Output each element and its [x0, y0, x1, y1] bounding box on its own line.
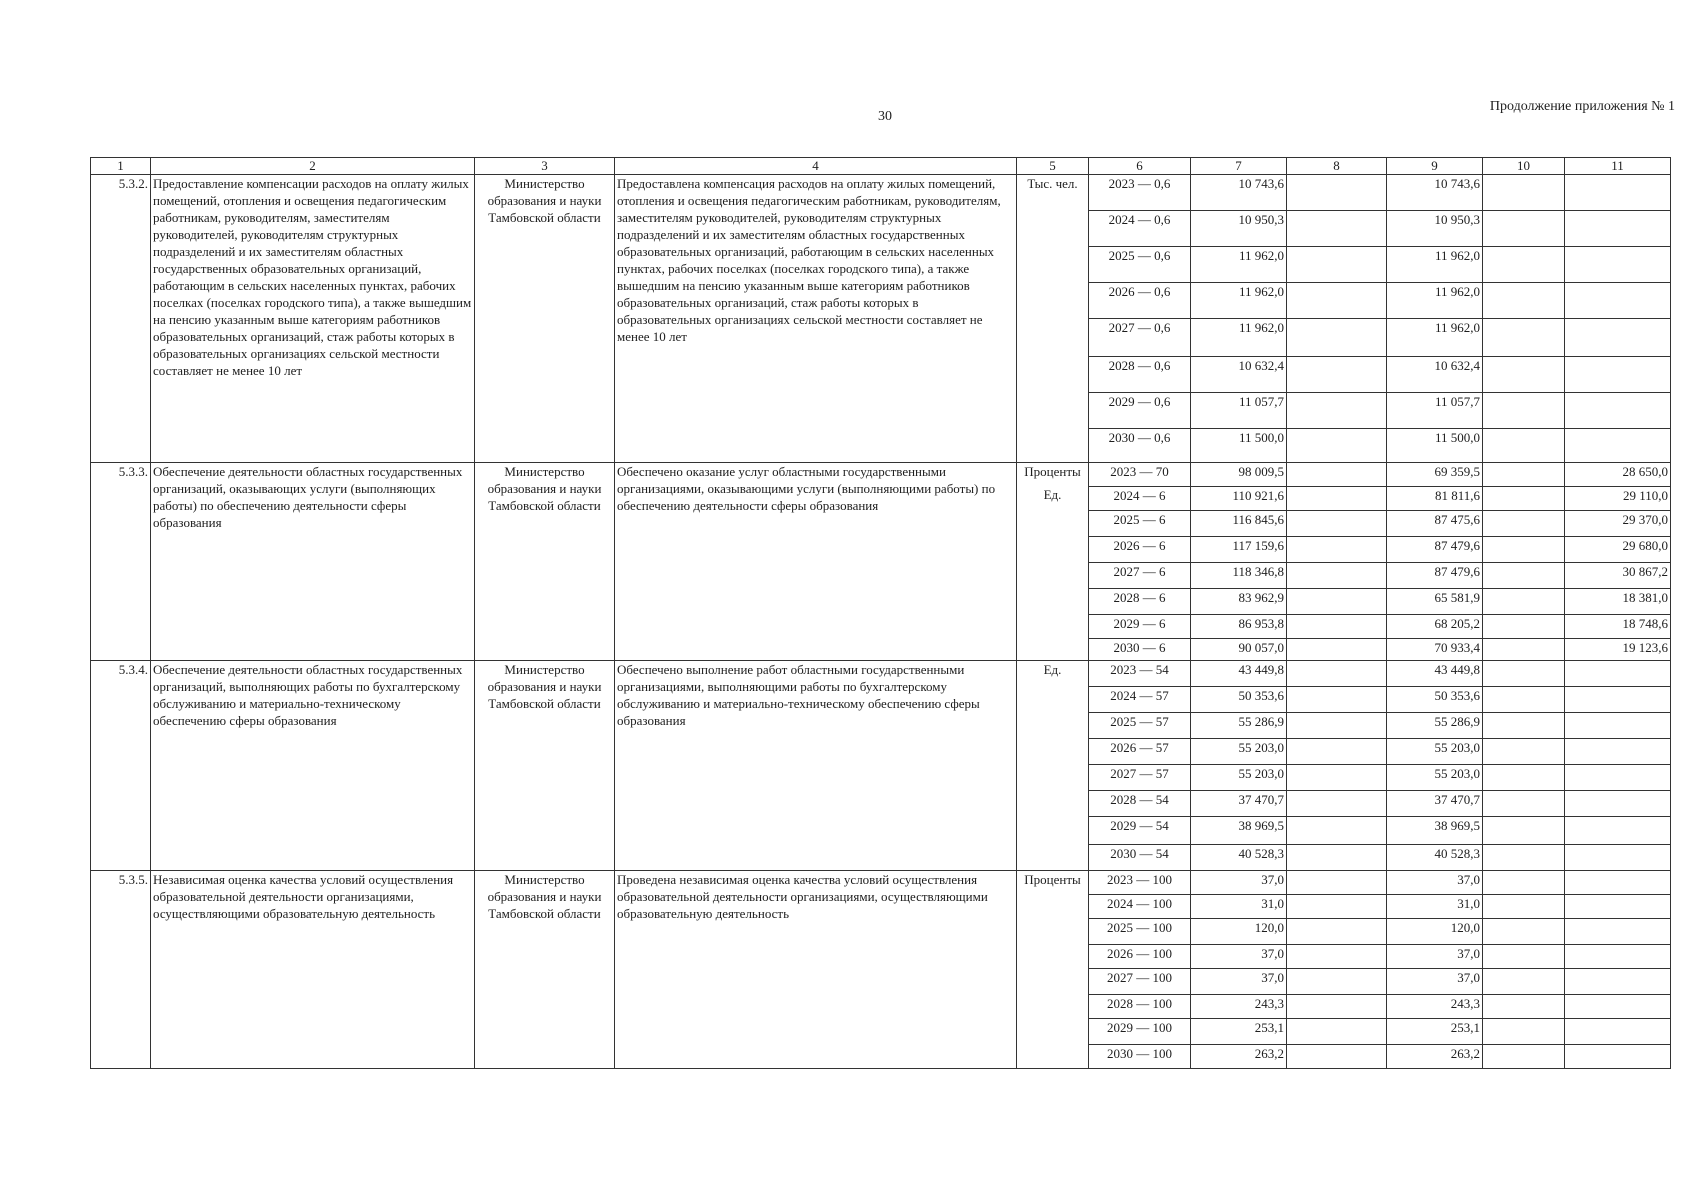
- event-code-cell: [91, 175, 151, 463]
- extrabudget-funding-cell: 30 867,2: [1565, 563, 1671, 589]
- regional-funding-cell: 87 479,6: [1387, 563, 1483, 589]
- event-code-cell: [91, 871, 151, 1069]
- event-code-text: 5.3.5.: [118, 872, 148, 887]
- regional-funding-cell: 87 475,6: [1387, 511, 1483, 537]
- total-funding-cell: 11 057,7: [1191, 393, 1287, 429]
- event-name-text: Предоставление компенсации расходов на оплату жилых помещений, отопления и освещения педагогическим работникам, руководителям, заместителям руководителей, руководителям структурных подразделений и их заместителям областных государственных образовательных организаций, работающим в сельских населенных пунктах, рабочих поселках (поселках городского типа), а также вышедшим на пенсию указанным выше категориям работников образовательных организаций, стаж работы которых в образовательных организациях сельской местности составляет не менее 10 лет: [153, 176, 472, 378]
- event-code-cell: [91, 661, 151, 871]
- result-text: Обеспечено оказание услуг областными государственными организациями, оказывающими услуги (выполняющими работы) по обеспечению деятельности сферы образования: [617, 464, 996, 513]
- total-funding-cell: 118 346,8: [1191, 563, 1287, 589]
- year-target-cell: 2027 — 6: [1089, 563, 1191, 589]
- executor-text: Министерство образования и науки Тамбовской области: [487, 464, 602, 513]
- extrabudget-funding-cell: [1565, 945, 1671, 969]
- regional-funding-cell: 37,0: [1387, 871, 1483, 895]
- table-row: [91, 463, 1671, 487]
- extrabudget-funding-cell: [1565, 283, 1671, 319]
- extrabudget-funding-cell: [1565, 393, 1671, 429]
- column-header: 3: [475, 158, 615, 175]
- year-target-cell: 2030 — 0,6: [1089, 429, 1191, 463]
- column-header: 1: [91, 158, 151, 175]
- year-target-cell: 2026 — 100: [1089, 945, 1191, 969]
- year-target-cell: 2023 — 0,6: [1089, 175, 1191, 211]
- executor-cell: [475, 175, 615, 463]
- executor-text: Министерство образования и науки Тамбовской области: [487, 176, 602, 225]
- column-header: 9: [1387, 158, 1483, 175]
- extrabudget-funding-cell: [1565, 713, 1671, 739]
- result-cell: [615, 175, 1017, 463]
- extrabudget-funding-cell: 29 680,0: [1565, 537, 1671, 563]
- extrabudget-funding-cell: [1565, 175, 1671, 211]
- extrabudget-funding-cell: 29 110,0: [1565, 487, 1671, 511]
- total-funding-cell: 37,0: [1191, 969, 1287, 995]
- local-funding-cell: [1483, 871, 1565, 895]
- year-target-cell: 2023 — 54: [1089, 661, 1191, 687]
- year-target-cell: 2030 — 54: [1089, 845, 1191, 871]
- extrabudget-funding-cell: [1565, 357, 1671, 393]
- event-code-text: 5.3.4.: [118, 662, 148, 677]
- result-cell: [615, 661, 1017, 871]
- extrabudget-funding-cell: [1565, 429, 1671, 463]
- federal-funding-cell: [1287, 817, 1387, 845]
- executor-cell: [475, 871, 615, 1069]
- extrabudget-funding-cell: [1565, 871, 1671, 895]
- year-target-cell: 2029 — 100: [1089, 1019, 1191, 1045]
- unit-text: Ед.: [1043, 662, 1062, 677]
- total-funding-cell: 86 953,8: [1191, 615, 1287, 639]
- year-target-cell: 2029 — 6: [1089, 615, 1191, 639]
- local-funding-cell: [1483, 687, 1565, 713]
- federal-funding-cell: [1287, 661, 1387, 687]
- regional-funding-cell: 70 933,4: [1387, 639, 1483, 661]
- year-target-cell: 2028 — 6: [1089, 589, 1191, 615]
- year-target-cell: 2028 — 0,6: [1089, 357, 1191, 393]
- year-target-cell: 2030 — 100: [1089, 1045, 1191, 1069]
- year-target-cell: 2027 — 57: [1089, 765, 1191, 791]
- total-funding-cell: 243,3: [1191, 995, 1287, 1019]
- regional-funding-cell: 11 500,0: [1387, 429, 1483, 463]
- federal-funding-cell: [1287, 1045, 1387, 1069]
- total-funding-cell: 55 203,0: [1191, 765, 1287, 791]
- result-cell: [615, 871, 1017, 1069]
- total-funding-cell: 10 950,3: [1191, 211, 1287, 247]
- regional-funding-cell: 10 632,4: [1387, 357, 1483, 393]
- local-funding-cell: [1483, 995, 1565, 1019]
- extrabudget-funding-cell: [1565, 791, 1671, 817]
- year-target-cell: 2023 — 100: [1089, 871, 1191, 895]
- year-target-cell: 2026 — 0,6: [1089, 283, 1191, 319]
- regional-funding-cell: 40 528,3: [1387, 845, 1483, 871]
- year-target-cell: 2024 — 100: [1089, 895, 1191, 919]
- year-target-cell: 2027 — 100: [1089, 969, 1191, 995]
- table-row: [91, 661, 1671, 687]
- extrabudget-funding-cell: [1565, 919, 1671, 945]
- extrabudget-funding-cell: [1565, 661, 1671, 687]
- event-code-cell: [91, 463, 151, 661]
- regional-funding-cell: 263,2: [1387, 1045, 1483, 1069]
- local-funding-cell: [1483, 247, 1565, 283]
- total-funding-cell: 40 528,3: [1191, 845, 1287, 871]
- extrabudget-funding-cell: [1565, 739, 1671, 765]
- regional-funding-cell: 68 205,2: [1387, 615, 1483, 639]
- executor-text: Министерство образования и науки Тамбовской области: [487, 662, 602, 711]
- unit-cell: [1017, 871, 1089, 1069]
- result-cell: [615, 463, 1017, 661]
- local-funding-cell: [1483, 615, 1565, 639]
- regional-funding-cell: 37,0: [1387, 945, 1483, 969]
- total-funding-cell: 50 353,6: [1191, 687, 1287, 713]
- federal-funding-cell: [1287, 687, 1387, 713]
- total-funding-cell: 11 962,0: [1191, 319, 1287, 357]
- local-funding-cell: [1483, 969, 1565, 995]
- federal-funding-cell: [1287, 871, 1387, 895]
- total-funding-cell: 31,0: [1191, 895, 1287, 919]
- year-target-cell: 2027 — 0,6: [1089, 319, 1191, 357]
- year-target-cell: 2024 — 57: [1089, 687, 1191, 713]
- local-funding-cell: [1483, 845, 1565, 871]
- local-funding-cell: [1483, 765, 1565, 791]
- column-header: 6: [1089, 158, 1191, 175]
- total-funding-cell: 110 921,6: [1191, 487, 1287, 511]
- local-funding-cell: [1483, 393, 1565, 429]
- local-funding-cell: [1483, 589, 1565, 615]
- local-funding-cell: [1483, 319, 1565, 357]
- extrabudget-funding-cell: 28 650,0: [1565, 463, 1671, 487]
- federal-funding-cell: [1287, 739, 1387, 765]
- federal-funding-cell: [1287, 1019, 1387, 1045]
- regional-funding-cell: 87 479,6: [1387, 537, 1483, 563]
- regional-funding-cell: 65 581,9: [1387, 589, 1483, 615]
- extrabudget-funding-cell: [1565, 319, 1671, 357]
- local-funding-cell: [1483, 563, 1565, 589]
- federal-funding-cell: [1287, 429, 1387, 463]
- program-events-table: [90, 157, 1671, 1069]
- year-target-cell: 2024 — 0,6: [1089, 211, 1191, 247]
- event-name-text: Независимая оценка качества условий осуществления образовательной деятельности организациями, осуществляющими образовательную деятельность: [153, 872, 454, 921]
- federal-funding-cell: [1287, 945, 1387, 969]
- year-target-cell: 2028 — 100: [1089, 995, 1191, 1019]
- extrabudget-funding-cell: [1565, 895, 1671, 919]
- regional-funding-cell: 43 449,8: [1387, 661, 1483, 687]
- regional-funding-cell: 243,3: [1387, 995, 1483, 1019]
- regional-funding-cell: 253,1: [1387, 1019, 1483, 1045]
- extrabudget-funding-cell: 18 748,6: [1565, 615, 1671, 639]
- event-name-text: Обеспечение деятельности областных государственных организаций, выполняющих работы по бухгалтерскому обслуживанию и материально-техническому обеспечению сферы образования: [153, 662, 463, 728]
- total-funding-cell: 37,0: [1191, 871, 1287, 895]
- federal-funding-cell: [1287, 713, 1387, 739]
- year-target-cell: 2025 — 100: [1089, 919, 1191, 945]
- regional-funding-cell: 11 962,0: [1387, 283, 1483, 319]
- appendix-continuation-label: Продолжение приложения № 1: [1489, 99, 1675, 114]
- local-funding-cell: [1483, 817, 1565, 845]
- extrabudget-funding-cell: [1565, 211, 1671, 247]
- federal-funding-cell: [1287, 511, 1387, 537]
- extrabudget-funding-cell: [1565, 247, 1671, 283]
- federal-funding-cell: [1287, 175, 1387, 211]
- total-funding-cell: 117 159,6: [1191, 537, 1287, 563]
- unit-cell: [1017, 463, 1089, 661]
- year-target-cell: 2029 — 54: [1089, 817, 1191, 845]
- regional-funding-cell: 31,0: [1387, 895, 1483, 919]
- column-header: 5: [1017, 158, 1089, 175]
- local-funding-cell: [1483, 919, 1565, 945]
- year-target-cell: 2026 — 57: [1089, 739, 1191, 765]
- extrabudget-funding-cell: [1565, 1045, 1671, 1069]
- total-funding-cell: 10 632,4: [1191, 357, 1287, 393]
- column-header: 10: [1483, 158, 1565, 175]
- local-funding-cell: [1483, 739, 1565, 765]
- unit-cell: [1017, 661, 1089, 871]
- extrabudget-funding-cell: [1565, 995, 1671, 1019]
- year-target-cell: 2030 — 6: [1089, 639, 1191, 661]
- column-header: 2: [151, 158, 475, 175]
- local-funding-cell: [1483, 713, 1565, 739]
- federal-funding-cell: [1287, 895, 1387, 919]
- federal-funding-cell: [1287, 969, 1387, 995]
- event-code-text: 5.3.3.: [118, 464, 148, 479]
- event-name-cell: [151, 661, 475, 871]
- total-funding-cell: 116 845,6: [1191, 511, 1287, 537]
- federal-funding-cell: [1287, 357, 1387, 393]
- executor-text: Министерство образования и науки Тамбовской области: [487, 872, 602, 921]
- regional-funding-cell: 37 470,7: [1387, 791, 1483, 817]
- header-row: [91, 158, 1671, 175]
- event-name-cell: [151, 175, 475, 463]
- regional-funding-cell: 10 743,6: [1387, 175, 1483, 211]
- total-funding-cell: 90 057,0: [1191, 639, 1287, 661]
- federal-funding-cell: [1287, 845, 1387, 871]
- local-funding-cell: [1483, 463, 1565, 487]
- regional-funding-cell: 120,0: [1387, 919, 1483, 945]
- federal-funding-cell: [1287, 791, 1387, 817]
- event-name-cell: [151, 871, 475, 1069]
- federal-funding-cell: [1287, 995, 1387, 1019]
- year-target-cell: 2025 — 57: [1089, 713, 1191, 739]
- total-funding-cell: 83 962,9: [1191, 589, 1287, 615]
- total-funding-cell: 38 969,5: [1191, 817, 1287, 845]
- unit-text: Тыс. чел.: [1027, 176, 1078, 191]
- event-code-text: 5.3.2.: [118, 176, 148, 191]
- regional-funding-cell: 11 962,0: [1387, 247, 1483, 283]
- result-text: Проведена независимая оценка качества условий осуществления образовательной деятельности организациями, осуществляющими образовательную деятельность: [617, 872, 988, 921]
- table-row: [91, 175, 1671, 211]
- local-funding-cell: [1483, 791, 1565, 817]
- federal-funding-cell: [1287, 393, 1387, 429]
- total-funding-cell: 120,0: [1191, 919, 1287, 945]
- local-funding-cell: [1483, 945, 1565, 969]
- column-header: 8: [1287, 158, 1387, 175]
- year-target-cell: 2029 — 0,6: [1089, 393, 1191, 429]
- regional-funding-cell: 69 359,5: [1387, 463, 1483, 487]
- unit-secondary-text: Ед.: [1043, 487, 1062, 502]
- federal-funding-cell: [1287, 319, 1387, 357]
- regional-funding-cell: 55 286,9: [1387, 713, 1483, 739]
- event-name-text: Обеспечение деятельности областных государственных организаций, оказывающих услуги (выполняющих работы) по обеспечению деятельности сферы образования: [153, 464, 463, 530]
- local-funding-cell: [1483, 429, 1565, 463]
- column-header: 7: [1191, 158, 1287, 175]
- federal-funding-cell: [1287, 211, 1387, 247]
- result-text: Предоставлена компенсация расходов на оплату жилых помещений, отопления и освещения педагогическим работникам, руководителям, заместителям руководителей, руководителям структурных подразделений и их заместителям областных государственных образовательных организаций, работающим в сельских населенных пунктах, рабочих поселках (поселках городского типа), а также вышедшим на пенсию указанным выше категориям работников образовательных организаций, стаж работы которых в образовательных организациях сельской местности составляет не менее 10 лет: [617, 176, 1001, 344]
- total-funding-cell: 98 009,5: [1191, 463, 1287, 487]
- column-header: 11: [1565, 158, 1671, 175]
- extrabudget-funding-cell: [1565, 1019, 1671, 1045]
- column-header: 4: [615, 158, 1017, 175]
- year-target-cell: 2024 — 6: [1089, 487, 1191, 511]
- total-funding-cell: 11 962,0: [1191, 283, 1287, 319]
- federal-funding-cell: [1287, 487, 1387, 511]
- total-funding-cell: 263,2: [1191, 1045, 1287, 1069]
- local-funding-cell: [1483, 283, 1565, 319]
- federal-funding-cell: [1287, 283, 1387, 319]
- year-target-cell: 2028 — 54: [1089, 791, 1191, 817]
- extrabudget-funding-cell: 29 370,0: [1565, 511, 1671, 537]
- federal-funding-cell: [1287, 919, 1387, 945]
- regional-funding-cell: 55 203,0: [1387, 765, 1483, 791]
- unit-text: Проценты: [1024, 872, 1081, 887]
- federal-funding-cell: [1287, 247, 1387, 283]
- federal-funding-cell: [1287, 589, 1387, 615]
- result-text: Обеспечено выполнение работ областными государственными организациями, выполняющими работы по бухгалтерскому обслуживанию и материально-техническому обеспечению сферы образования: [617, 662, 980, 728]
- local-funding-cell: [1483, 1019, 1565, 1045]
- executor-cell: [475, 661, 615, 871]
- total-funding-cell: 37 470,7: [1191, 791, 1287, 817]
- federal-funding-cell: [1287, 615, 1387, 639]
- unit-text: Проценты: [1024, 464, 1081, 479]
- regional-funding-cell: 37,0: [1387, 969, 1483, 995]
- total-funding-cell: 55 286,9: [1191, 713, 1287, 739]
- local-funding-cell: [1483, 211, 1565, 247]
- total-funding-cell: 37,0: [1191, 945, 1287, 969]
- local-funding-cell: [1483, 175, 1565, 211]
- regional-funding-cell: 55 203,0: [1387, 739, 1483, 765]
- local-funding-cell: [1483, 537, 1565, 563]
- local-funding-cell: [1483, 661, 1565, 687]
- table-row: [91, 871, 1671, 895]
- year-target-cell: 2025 — 6: [1089, 511, 1191, 537]
- regional-funding-cell: 11 962,0: [1387, 319, 1483, 357]
- total-funding-cell: 11 962,0: [1191, 247, 1287, 283]
- local-funding-cell: [1483, 639, 1565, 661]
- extrabudget-funding-cell: [1565, 765, 1671, 791]
- federal-funding-cell: [1287, 563, 1387, 589]
- federal-funding-cell: [1287, 639, 1387, 661]
- total-funding-cell: 11 500,0: [1191, 429, 1287, 463]
- event-name-cell: [151, 463, 475, 661]
- total-funding-cell: 10 743,6: [1191, 175, 1287, 211]
- regional-funding-cell: 81 811,6: [1387, 487, 1483, 511]
- executor-cell: [475, 463, 615, 661]
- regional-funding-cell: 10 950,3: [1387, 211, 1483, 247]
- federal-funding-cell: [1287, 463, 1387, 487]
- extrabudget-funding-cell: 18 381,0: [1565, 589, 1671, 615]
- year-target-cell: 2026 — 6: [1089, 537, 1191, 563]
- regional-funding-cell: 50 353,6: [1387, 687, 1483, 713]
- total-funding-cell: 253,1: [1191, 1019, 1287, 1045]
- unit-cell: [1017, 175, 1089, 463]
- total-funding-cell: 43 449,8: [1191, 661, 1287, 687]
- federal-funding-cell: [1287, 765, 1387, 791]
- regional-funding-cell: 38 969,5: [1387, 817, 1483, 845]
- total-funding-cell: 55 203,0: [1191, 739, 1287, 765]
- extrabudget-funding-cell: 19 123,6: [1565, 639, 1671, 661]
- year-target-cell: 2023 — 70: [1089, 463, 1191, 487]
- extrabudget-funding-cell: [1565, 969, 1671, 995]
- year-target-cell: 2025 — 0,6: [1089, 247, 1191, 283]
- local-funding-cell: [1483, 357, 1565, 393]
- page-number: 30: [878, 109, 892, 124]
- local-funding-cell: [1483, 511, 1565, 537]
- federal-funding-cell: [1287, 537, 1387, 563]
- local-funding-cell: [1483, 1045, 1565, 1069]
- regional-funding-cell: 11 057,7: [1387, 393, 1483, 429]
- extrabudget-funding-cell: [1565, 845, 1671, 871]
- local-funding-cell: [1483, 895, 1565, 919]
- extrabudget-funding-cell: [1565, 687, 1671, 713]
- extrabudget-funding-cell: [1565, 817, 1671, 845]
- local-funding-cell: [1483, 487, 1565, 511]
